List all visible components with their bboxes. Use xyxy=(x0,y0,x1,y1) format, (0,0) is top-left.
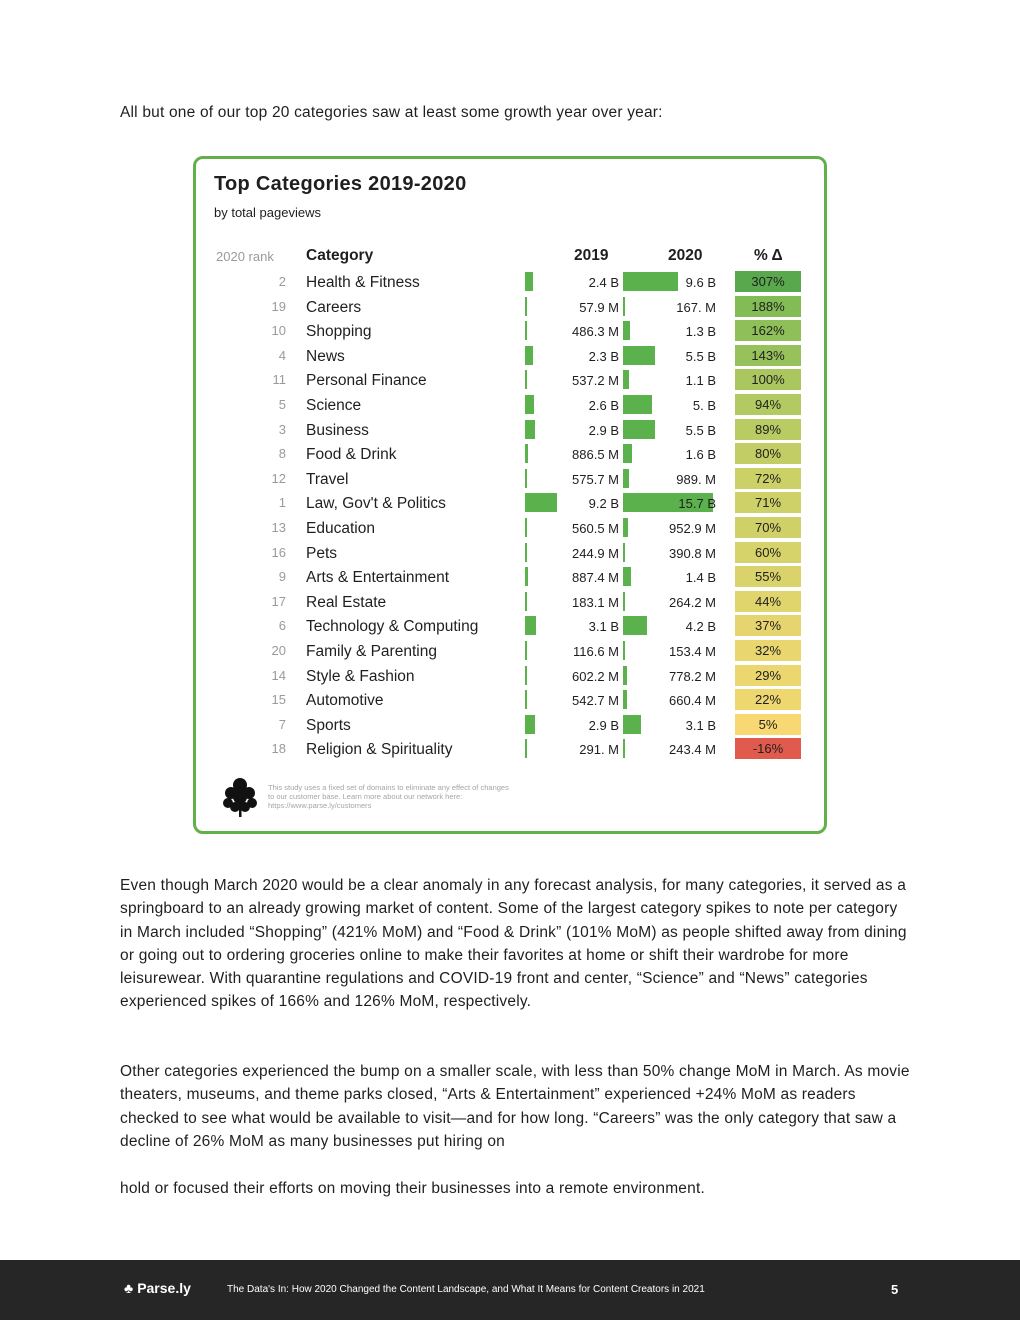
category-cell: Health & Fitness xyxy=(306,274,420,291)
pct-change-cell: 70% xyxy=(735,517,801,538)
body-paragraph-1: Even though March 2020 would be a clear anomaly in any forecast analysis, for many categories, it served as a springboard to an already growing market of content. Some of the largest category spikes to note per category in March included “Shopping” (421% MoM) and “Food & Drink” (101% MoM) as people shifted away from dining or going out to ordering groceries online to make their favorites at home or shift their wardrobe for more leisurewear. With quarantine regulations and COVID-19 front and center, “Science” and “News” categories experienced spikes of 166% and 126% MoM, respectively. xyxy=(120,877,907,1011)
value-2020: 1.6 B xyxy=(685,447,716,463)
header-pct-change: % Δ xyxy=(754,247,783,264)
pct-change-cell: 22% xyxy=(735,689,801,710)
value-2020: 989. M xyxy=(676,471,716,487)
value-2019: 9.2 B xyxy=(588,496,619,512)
value-2020: 5. B xyxy=(692,397,716,413)
value-2019: 2.9 B xyxy=(588,717,619,733)
chart-subtitle: by total pageviews xyxy=(214,205,321,220)
pct-change-cell: 71% xyxy=(735,492,801,513)
rank-cell: 4 xyxy=(278,347,286,363)
pct-change-cell: 5% xyxy=(735,714,801,735)
rank-cell: 18 xyxy=(271,741,286,757)
value-2020: 1.1 B xyxy=(685,373,716,389)
value-2019: 2.4 B xyxy=(588,275,619,290)
category-cell: Pets xyxy=(306,544,338,562)
category-cell: Personal Finance xyxy=(306,372,427,390)
category-cell: Style & Fashion xyxy=(306,667,415,685)
value-2019: 602.2 M xyxy=(572,668,619,684)
category-cell: Law, Gov't & Politics xyxy=(306,495,446,513)
value-2020: 1.3 B xyxy=(685,324,716,340)
category-cell: Real Estate xyxy=(306,593,387,611)
table-row xyxy=(196,714,816,739)
value-2019: 57.9 M xyxy=(579,299,619,315)
table-row xyxy=(196,468,816,493)
table-row xyxy=(196,369,816,394)
category-cell: Science xyxy=(306,396,362,414)
rank-cell: 17 xyxy=(271,593,286,609)
rank-cell: 14 xyxy=(271,667,286,683)
value-2019: 183.1 M xyxy=(572,594,619,610)
table-row xyxy=(196,517,816,542)
pct-change-cell: 37% xyxy=(735,615,801,636)
value-2019: 887.4 M xyxy=(572,570,619,586)
value-2019: 537.2 M xyxy=(572,373,619,389)
category-table xyxy=(196,271,816,763)
footer-brand: ♣ Parse.ly xyxy=(124,1280,191,1296)
value-2019: 2.3 B xyxy=(588,348,619,364)
value-2020: 5.5 B xyxy=(685,348,716,364)
rank-cell: 2 xyxy=(278,274,286,289)
category-cell: Arts & Entertainment xyxy=(306,569,450,587)
pct-change-cell: 32% xyxy=(735,640,801,661)
page-footer xyxy=(0,1260,1020,1320)
value-2020: 15.7 B xyxy=(678,496,716,512)
category-cell: Business xyxy=(306,421,369,439)
value-2020: 167. M xyxy=(676,299,716,315)
table-row xyxy=(196,271,816,296)
value-2019: 116.6 M xyxy=(572,643,619,659)
table-row xyxy=(196,492,816,517)
pct-change-cell: 89% xyxy=(735,419,801,440)
value-2019: 2.6 B xyxy=(588,397,619,413)
pct-change-cell: 94% xyxy=(735,394,801,415)
rank-cell: 11 xyxy=(272,372,286,388)
rank-cell: 20 xyxy=(271,642,286,658)
pct-change-cell: 162% xyxy=(735,320,801,341)
rank-cell: 8 xyxy=(278,446,286,462)
value-2020: 952.9 M xyxy=(669,520,716,536)
header-category: Category xyxy=(306,247,374,264)
rank-cell: 10 xyxy=(271,323,286,339)
body-paragraph-3: hold or focused their efforts on moving their businesses into a remote environment. xyxy=(120,1180,705,1197)
value-2020: 153.4 M xyxy=(669,643,716,659)
parsely-logo-icon: ♣ xyxy=(124,1280,134,1296)
value-2019: 542.7 M xyxy=(572,693,619,709)
rank-cell: 12 xyxy=(271,470,286,486)
header-2019: 2019 xyxy=(574,247,609,264)
value-2019: 560.5 M xyxy=(572,520,619,536)
value-2019: 575.7 M xyxy=(572,471,619,487)
category-cell: Family & Parenting xyxy=(306,642,437,660)
footer-title: The Data's In: How 2020 Changed the Content Landscape, and What It Means for Content Creators in 2021 xyxy=(227,1284,705,1295)
value-2020: 5.5 B xyxy=(685,422,716,438)
rank-cell: 13 xyxy=(271,519,286,535)
rank-cell: 15 xyxy=(271,692,286,708)
pct-change-cell: 80% xyxy=(735,443,801,464)
value-2020: 9.6 B xyxy=(685,275,716,290)
pct-change-cell: 100% xyxy=(735,369,801,390)
rank-cell: 5 xyxy=(278,396,286,412)
category-cell: Shopping xyxy=(306,323,372,341)
chart-disclaimer: This study uses a fixed set of domains to eliminate any effect of changes to our customer base. Learn more about our network here: https://www.parse.ly/customers xyxy=(268,783,509,810)
value-2019: 3.1 B xyxy=(588,619,619,635)
top-categories-card xyxy=(193,156,827,834)
value-2020: 1.4 B xyxy=(685,570,716,586)
category-cell: Travel xyxy=(306,470,349,488)
rank-cell: 6 xyxy=(278,618,286,634)
category-cell: Religion & Spirituality xyxy=(306,741,453,759)
value-2019: 291. M xyxy=(579,742,619,758)
pct-change-cell: 307% xyxy=(735,271,801,292)
value-2020: 778.2 M xyxy=(669,668,716,684)
table-row xyxy=(196,345,816,370)
body-paragraph-2: Other categories experienced the bump on a smaller scale, with less than 50% change MoM in March. As movie theaters, museums, and theme parks closed, “Arts & Entertainment” experienced +24% MoM as readers checked to see what would be available to visit—and for how long. “Careers” was the only category that saw a decline of 26% MoM as many businesses put hiring on xyxy=(120,1063,910,1150)
pct-change-cell: 72% xyxy=(735,468,801,489)
value-2020: 243.4 M xyxy=(669,742,716,758)
table-row xyxy=(196,320,816,345)
page-number: 5 xyxy=(891,1282,899,1297)
pct-change-cell: 60% xyxy=(735,542,801,563)
table-row xyxy=(196,566,816,591)
value-2019: 244.9 M xyxy=(572,545,619,561)
value-2019: 486.3 M xyxy=(572,324,619,340)
value-2019: 2.9 B xyxy=(588,422,619,438)
category-cell: Sports xyxy=(306,716,351,734)
value-2020: 264.2 M xyxy=(669,594,716,610)
table-row xyxy=(196,542,816,567)
rank-cell: 9 xyxy=(278,569,286,585)
category-cell: Technology & Computing xyxy=(306,618,479,636)
intro-text: All but one of our top 20 categories saw at least some growth year over year: xyxy=(120,104,663,121)
table-row xyxy=(196,419,816,444)
chart-title: Top Categories 2019-2020 xyxy=(214,173,467,195)
category-cell: Automotive xyxy=(306,692,384,710)
value-2020: 660.4 M xyxy=(669,693,716,709)
pct-change-cell: 143% xyxy=(735,345,801,366)
table-row xyxy=(196,296,816,321)
parsely-leaf-icon xyxy=(220,775,260,819)
pct-change-cell: 29% xyxy=(735,665,801,686)
table-row xyxy=(196,615,816,640)
pct-change-cell: 188% xyxy=(735,296,801,317)
table-row xyxy=(196,394,816,419)
pct-change-cell: 44% xyxy=(735,591,801,612)
category-cell: Careers xyxy=(306,298,362,316)
table-row xyxy=(196,640,816,665)
value-2020: 4.2 B xyxy=(685,619,716,635)
rank-cell: 16 xyxy=(271,544,286,560)
pct-change-cell: -16% xyxy=(735,738,801,759)
category-cell: Food & Drink xyxy=(306,446,397,464)
table-row xyxy=(196,591,816,616)
pct-change-cell: 55% xyxy=(735,566,801,587)
category-cell: Education xyxy=(306,519,375,537)
header-rank: 2020 rank xyxy=(216,249,274,264)
category-cell: News xyxy=(306,347,345,365)
rank-cell: 3 xyxy=(278,421,286,437)
table-row xyxy=(196,443,816,468)
header-2020: 2020 xyxy=(668,247,703,264)
rank-cell: 1 xyxy=(278,495,286,511)
table-row xyxy=(196,738,816,763)
table-row xyxy=(196,665,816,690)
value-2020: 390.8 M xyxy=(669,545,716,561)
rank-cell: 7 xyxy=(278,716,286,732)
rank-cell: 19 xyxy=(271,298,286,314)
table-row xyxy=(196,689,816,714)
value-2019: 886.5 M xyxy=(572,447,619,463)
value-2020: 3.1 B xyxy=(685,717,716,733)
